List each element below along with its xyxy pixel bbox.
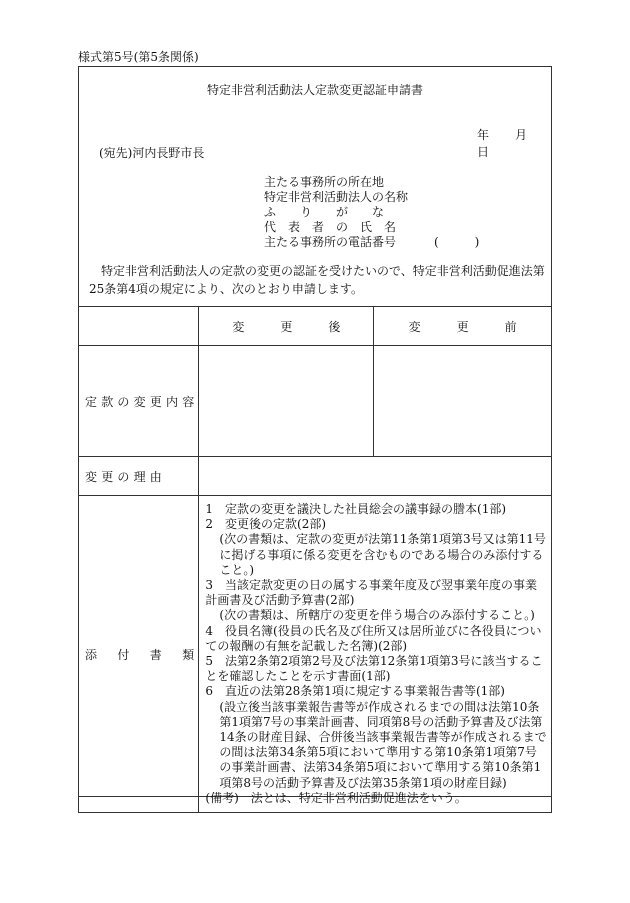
attachment-note: (次の書類は、所轄庁の変更を伴う場合のみ添付すること。) bbox=[219, 608, 535, 623]
table-row-contents bbox=[79, 346, 552, 457]
field-label-address: 主たる事務所の所在地 bbox=[264, 175, 385, 189]
applicant-row bbox=[264, 220, 479, 235]
applicant-row bbox=[264, 235, 479, 250]
attachment-item: 3 当該定款変更の日の属する事業年度及び翌事業年度の事業計画書及び活動予算書(2部) bbox=[205, 578, 538, 608]
applicant-row bbox=[264, 205, 479, 220]
attachment-remark: (備考) 法とは、特定非営利活動促進法をいう。 bbox=[205, 790, 467, 805]
attachment-note: (次の書類は、定款の変更が法第11条第1項第3号又は第11号に掲げる事項に係る変更を含むものである場合のみ添付すること。) bbox=[219, 532, 546, 577]
header-before: 変 更 前 bbox=[374, 307, 552, 346]
attachments-list bbox=[199, 496, 552, 813]
date-day: 日 bbox=[476, 145, 489, 159]
table-header-row bbox=[79, 307, 552, 346]
row-label-attachments: 添 付 書 類 bbox=[79, 496, 199, 813]
date-month: 月 bbox=[514, 128, 527, 142]
addressee: (宛先)河内長野市長 bbox=[99, 146, 205, 160]
field-label-phone: 主たる事務所の電話番号 bbox=[264, 235, 397, 249]
attachment-item: 1 定款の変更を議決した社員総会の議事録の謄本(1部) bbox=[205, 502, 507, 516]
form-number: 様式第5号(第5条関係) bbox=[78, 50, 199, 64]
input-contents-after[interactable] bbox=[199, 346, 374, 457]
input-contents-before[interactable] bbox=[374, 346, 552, 457]
field-label-representative: 代 表 者 の 氏 名 bbox=[264, 220, 397, 234]
applicant-row bbox=[264, 190, 479, 205]
attachment-item: 2 変更後の定款(2部) bbox=[205, 517, 327, 532]
applicant-row bbox=[264, 175, 479, 190]
application-form bbox=[78, 66, 552, 805]
table-row-reason bbox=[79, 457, 552, 496]
input-reason[interactable] bbox=[199, 457, 552, 496]
table-row-attachments bbox=[79, 496, 552, 813]
header-blank-cell bbox=[79, 307, 199, 346]
attachment-item: 5 法第2条第2項第2号及び法第12条第1項第3号に該当することを確認したことを示す書面(1部) bbox=[205, 654, 543, 684]
attachment-note: (設立後当該事業報告書等が作成されるまでの間は法第10条第1項第7号の事業計画書、同項第8号の活動予算書及び法第14条の財産目録、合併後当該事業報告書等が作成されるまでの間は法第34条第5項において準用する第10条第1項第7号の事業計画書、法第34条第5項において準用する第10条第1項第8号の活動予算書及び法第35条第1項の財産目録) bbox=[219, 699, 547, 790]
applicant-fields bbox=[264, 175, 479, 250]
date-year: 年 bbox=[476, 128, 489, 142]
form-header bbox=[79, 67, 551, 306]
field-label-name: 特定非営利活動法人の名称 bbox=[264, 190, 409, 204]
change-table bbox=[78, 306, 552, 813]
attachment-item: 4 役員名簿(役員の氏名及び住所又は居所並びに各役員についての報酬の有無を記載した名簿)(2部) bbox=[205, 623, 542, 653]
field-value-phone[interactable]: ( ) bbox=[434, 235, 480, 249]
header-after: 変 更 後 bbox=[199, 307, 374, 346]
row-label-contents: 定款の変更内容 bbox=[79, 346, 199, 457]
row-label-reason: 変更の理由 bbox=[79, 457, 199, 496]
form-title: 特定非営利活動法人定款変更認証申請書 bbox=[206, 83, 423, 97]
attachment-item: 6 直近の法第28条第1項に規定する事業報告書等(1部) bbox=[205, 684, 505, 699]
field-label-furigana: ふ り が な bbox=[264, 205, 385, 219]
date-line bbox=[455, 126, 551, 160]
application-statement: 特定非営利活動法人の定款の変更の認証を受けたいので、特定非営利活動促進法第25条第4項の規定により、次のとおり申請します。 bbox=[89, 264, 545, 296]
